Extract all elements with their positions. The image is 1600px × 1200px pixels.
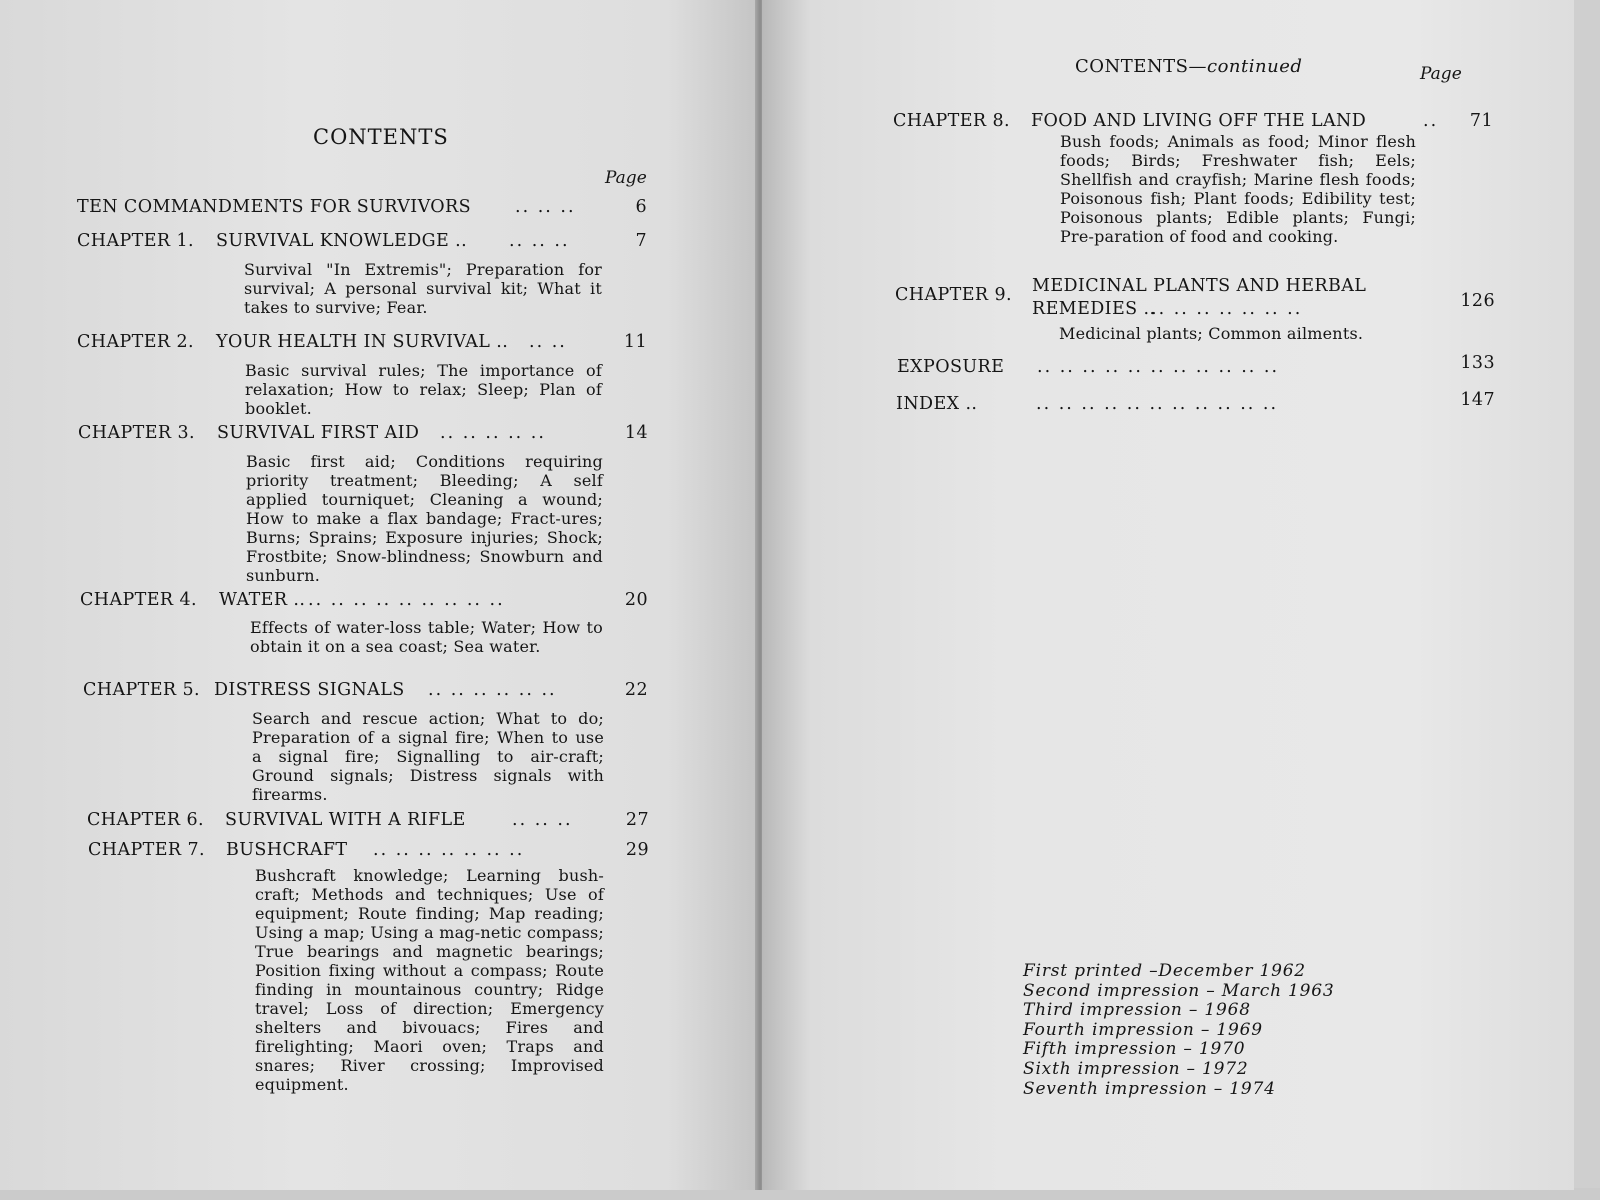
entry-title: EXPOSURE xyxy=(897,357,1005,377)
entry-title: SURVIVAL WITH A RIFLE xyxy=(225,810,466,830)
contents-heading: CONTENTS xyxy=(1075,56,1189,77)
leader-dots: .. xyxy=(1423,111,1439,131)
leader-dots: .. .. .. xyxy=(512,810,573,830)
page-number: 22 xyxy=(624,680,648,700)
page-number: 14 xyxy=(624,423,648,443)
leader-dots: .. .. .. xyxy=(509,231,570,251)
chapter-label: CHAPTER 7. xyxy=(88,840,205,860)
chapter-label: CHAPTER 4. xyxy=(80,590,197,610)
page-number: 7 xyxy=(635,231,647,251)
leader-dots: .. .. .. .. .. .. .. .. .. .. .. xyxy=(1037,357,1280,377)
page-number: 29 xyxy=(625,840,649,860)
leader-dots: .. .. xyxy=(529,332,567,352)
leader-dots: .. .. .. .. .. .. .. xyxy=(1151,299,1303,319)
chapter-4-description: Effects of water-loss table; Water; How to obtain it on a sea coast; Sea water. xyxy=(250,618,603,656)
printing-history xyxy=(1023,962,1335,1099)
continued-suffix: —continued xyxy=(1188,56,1303,77)
page-number: 27 xyxy=(625,810,649,830)
chapter-label: CHAPTER 3. xyxy=(78,423,195,443)
entry-title: INDEX .. xyxy=(896,394,978,414)
impression-line: Second impression – March 1963 xyxy=(1023,980,1335,1001)
chapter-label: CHAPTER 6. xyxy=(87,810,204,830)
impression-line: Seventh impression – 1974 xyxy=(1023,1078,1276,1099)
entry-title: YOUR HEALTH IN SURVIVAL .. xyxy=(216,332,509,352)
contents-continued-heading xyxy=(1075,56,1302,77)
entry-title: MEDICINAL PLANTS AND HERBAL xyxy=(1032,276,1367,296)
chapter-8-description: Bush foods; Animals as food; Minor flesh foods; Birds; Freshwater fish; Eels; Shellfish and crayfish; Marine flesh foods; Poisonous fish; Plant foods; Edibility test; Poisonous plants; Edible plants; Fungi; Pre-paration of food and cooking. xyxy=(1060,132,1416,246)
entry-title-continued: REMEDIES .. xyxy=(1032,299,1156,319)
entry-title: BUSHCRAFT xyxy=(226,840,348,860)
chapter-label: CHAPTER 9. xyxy=(895,285,1012,305)
leader-dots: .. .. .. .. .. .. xyxy=(428,680,557,700)
chapter-9-description: Medicinal plants; Common ailments. xyxy=(1059,324,1364,343)
entry-title: DISTRESS SIGNALS xyxy=(214,680,405,700)
entry-title: SURVIVAL KNOWLEDGE .. xyxy=(216,231,468,251)
chapter-label: CHAPTER 5. xyxy=(83,680,200,700)
impression-line: Fifth impression – 1970 xyxy=(1023,1039,1246,1060)
chapter-3-description: Basic first aid; Conditions requiring priority treatment; Bleeding; A self applied tourniquet; Cleaning a wound; How to make a flax bandage; Fract-ures; Burns; Sprains; Exposure injuries; Shock; Frostbite; Snow-blindness; Snowburn and sunburn. xyxy=(246,452,603,585)
impression-line: Sixth impression – 1972 xyxy=(1023,1058,1249,1079)
impression-line: Third impression – 1968 xyxy=(1023,1000,1251,1021)
chapter-5-description: Search and rescue action; What to do; Preparation of a signal fire; When to use a signal fire; Signalling to air-craft; Ground signals; Distress signals with firearms. xyxy=(252,709,604,804)
entry-title: WATER .. xyxy=(219,590,306,610)
page-number: 11 xyxy=(623,332,647,352)
left-page xyxy=(0,0,758,1190)
leader-dots: .. .. .. .. .. .. .. .. .. .. .. xyxy=(1036,394,1279,414)
entry-title: FOOD AND LIVING OFF THE LAND xyxy=(1031,111,1367,131)
leader-dots: .. .. .. xyxy=(515,197,576,217)
leader-dots: .. .. .. .. .. .. .. .. .. xyxy=(308,590,505,610)
chapter-label: CHAPTER 1. xyxy=(77,231,194,251)
leader-dots: .. .. .. .. .. xyxy=(440,423,546,443)
entry-title: TEN COMMANDMENTS FOR SURVIVORS xyxy=(77,197,472,217)
chapter-label: CHAPTER 2. xyxy=(77,332,194,352)
page-number: 147 xyxy=(1460,390,1495,410)
page-column-label: Page xyxy=(1420,64,1462,84)
page-number: 20 xyxy=(624,590,648,610)
impression-line: Fourth impression – 1969 xyxy=(1023,1019,1263,1040)
contents-heading: CONTENTS xyxy=(313,125,449,149)
chapter-1-description: Survival "In Extremis"; Preparation for survival; A personal survival kit; What it takes to survive; Fear. xyxy=(244,260,602,317)
page-column-label: Page xyxy=(605,168,647,188)
page-number: 71 xyxy=(1469,111,1493,131)
page-number: 6 xyxy=(635,197,647,217)
leader-dots: .. .. .. .. .. .. .. xyxy=(373,840,525,860)
chapter-2-description: Basic survival rules; The importance of relaxation; How to relax; Sleep; Plan of booklet. xyxy=(245,361,602,418)
page-number: 126 xyxy=(1460,291,1495,311)
chapter-label: CHAPTER 8. xyxy=(893,111,1010,131)
impression-line: First printed –December 1962 xyxy=(1023,961,1306,981)
entry-title: SURVIVAL FIRST AID xyxy=(217,423,420,443)
chapter-7-description: Bushcraft knowledge; Learning bush-craft; Methods and techniques; Use of equipment; Route finding; Map reading; Using a map; Using a mag-netic compass; True bearings and magnetic bearings; Position fixing without a compass; Route finding in mountainous country; Ridge travel; Loss of direction; Emergency shelters and bivouacs; Fires and firelighting; Maori oven; Traps and snares; River crossing; Improvised equipment. xyxy=(255,866,604,1094)
page-number: 133 xyxy=(1460,353,1495,373)
